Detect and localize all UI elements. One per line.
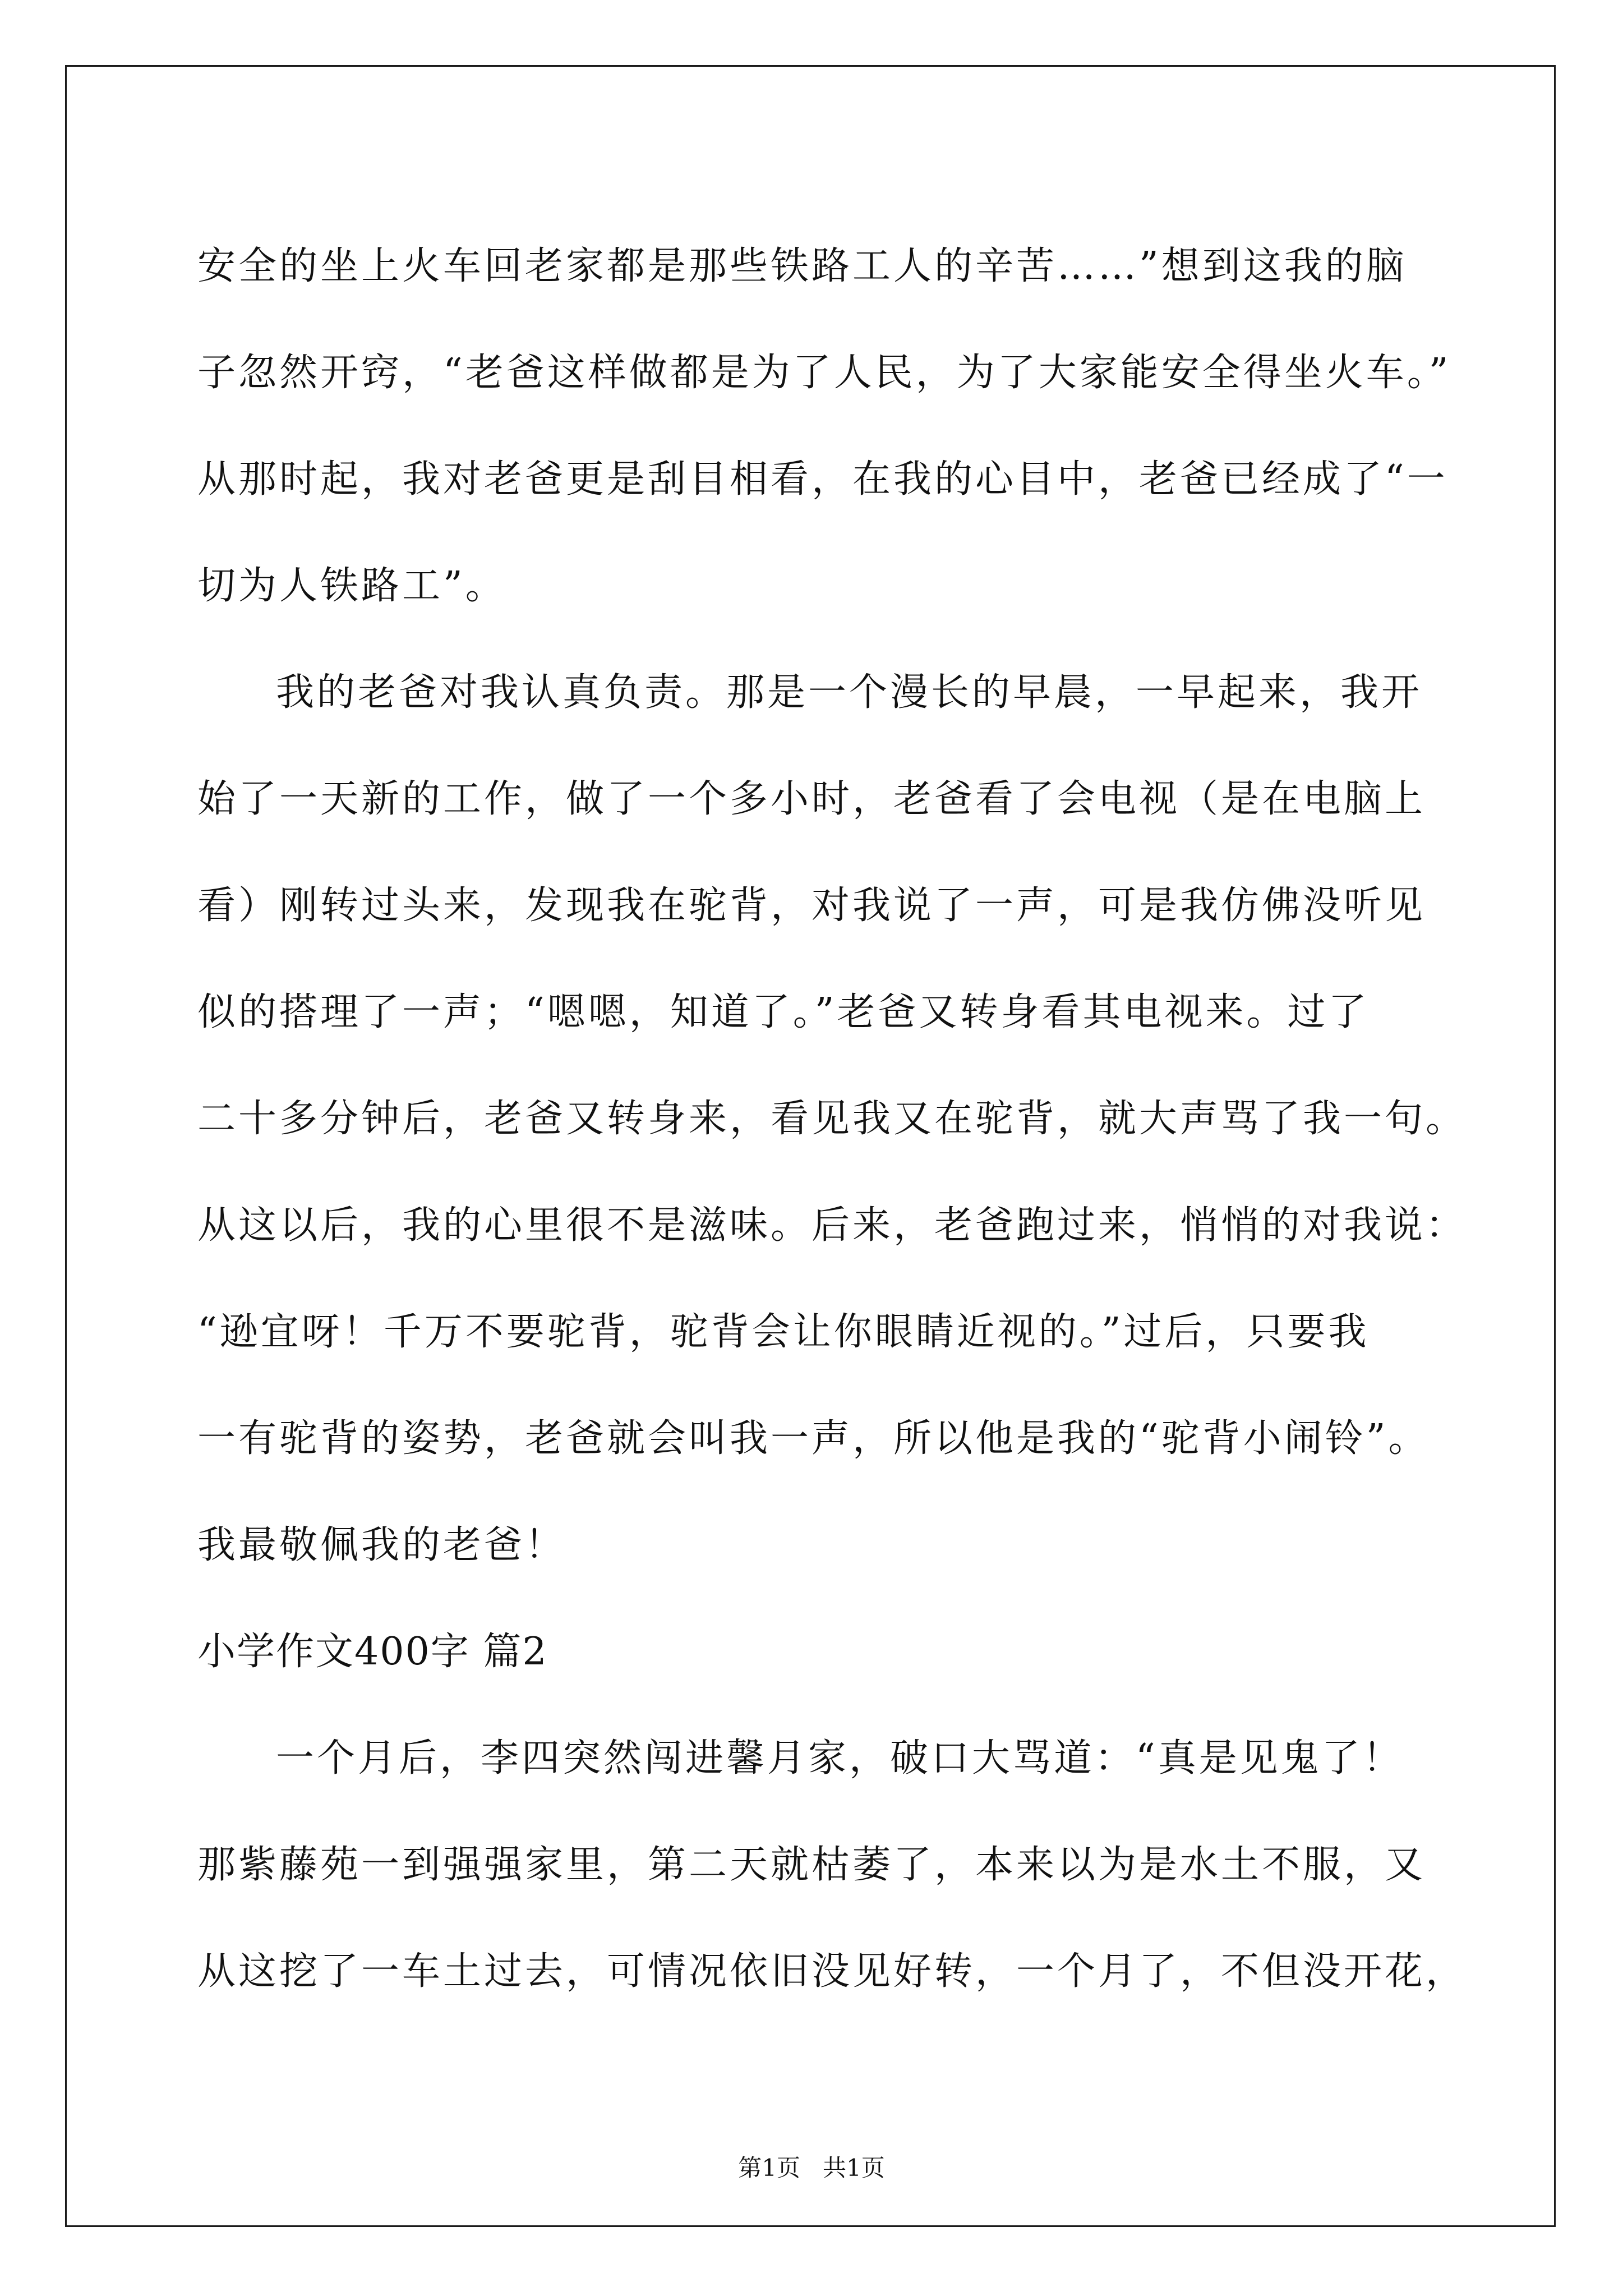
- text-line: 子忽然开窍，“老爸这样做都是为了人民，为了大家能安全得坐火车。”: [197, 351, 1451, 395]
- text-line: 看）刚转过头来，发现我在驼背，对我说了一声，可是我仿佛没听见: [197, 884, 1426, 928]
- text-line: 从这挖了一车土过去，可情况依旧没见好转，一个月了，不但没开花，: [197, 1949, 1467, 1994]
- text-line: 切为人铁路工”。: [197, 564, 506, 608]
- text-line: 从这以后，我的心里很不是滋味。后来，老爸跑过来，悄悄的对我说：: [197, 1203, 1467, 1248]
- paragraph-first-line: 我的老爸对我认真负责。那是一个漫长的早晨，一早起来，我开: [276, 670, 1423, 715]
- text-line: 似的搭理了一声；“嗯嗯，知道了。”老爸又转身看其电视来。过了: [197, 990, 1370, 1034]
- section-heading: 小学作文400字 篇2: [197, 1630, 548, 1674]
- text-line: 从那时起，我对老爸更是刮目相看，在我的心目中，老爸已经成了“一: [197, 457, 1448, 501]
- text-line: 一有驼背的姿势，老爸就会叫我一声，所以他是我的“驼背小闹铃”。: [197, 1416, 1430, 1461]
- paragraph-first-line: 一个月后，李四突然闯进馨月家，破口大骂道：“真是见鬼了！: [276, 1736, 1404, 1780]
- text-line: 二十多分钟后，老爸又转身来，看见我又在驼背，就大声骂了我一句。: [197, 1097, 1467, 1141]
- text-line: 那紫藤苑一到强强家里，第二天就枯萎了，本来以为是水土不服，又: [197, 1843, 1426, 1887]
- page-footer: 第1页 共1页: [738, 2154, 885, 2182]
- text-line: 我最敬佩我的老爸！: [197, 1523, 566, 1567]
- text-line: 安全的坐上火车回老家都是那些铁路工人的辛苦……”想到这我的脑: [197, 244, 1407, 288]
- text-line: “逊宜呀！千万不要驼背，驼背会让你眼睛近视的。”过后，只要我: [197, 1310, 1370, 1354]
- text-line: 始了一天新的工作，做了一个多小时，老爸看了会电视（是在电脑上: [197, 777, 1426, 821]
- document-body: [197, 213, 1487, 2025]
